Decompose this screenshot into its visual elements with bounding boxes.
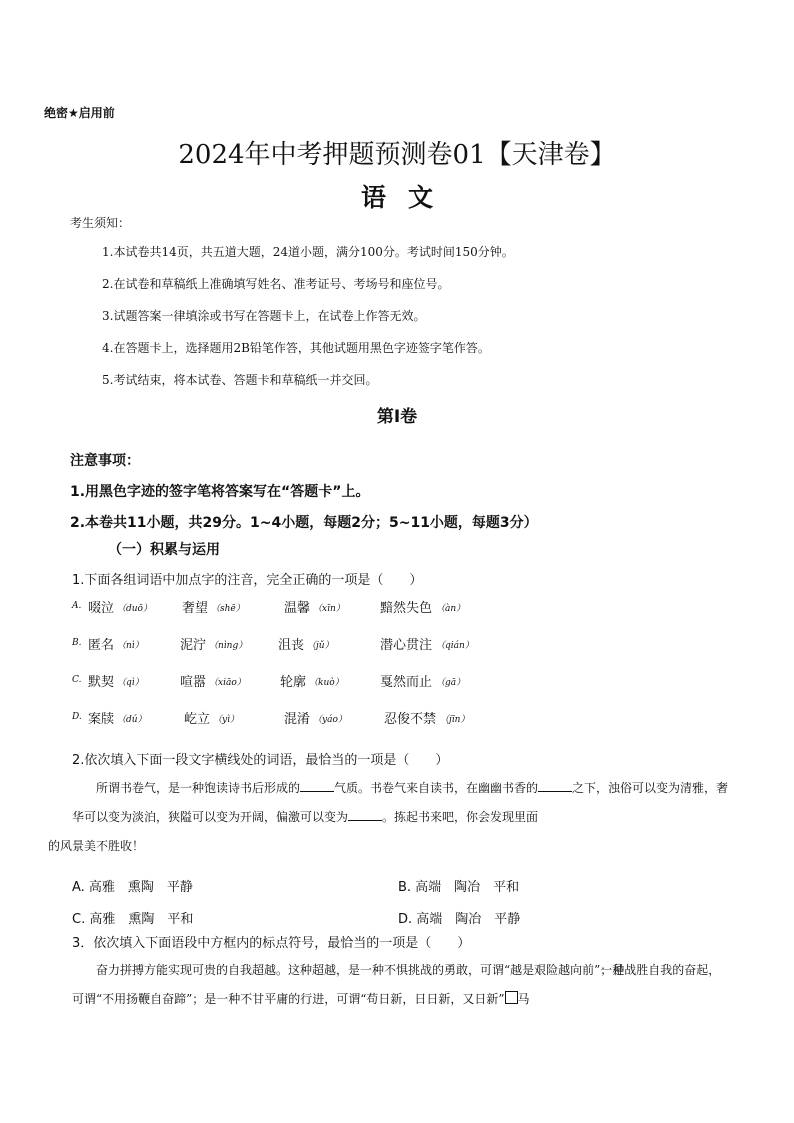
- fill-blank: [538, 790, 572, 792]
- subject-title: 语文: [360, 183, 455, 212]
- passage-text: 奋力拼搏方能实现可贵的自我超越。这种超越，是一种不惧挑战的勇敢，可谓“越是艰险越向前”；是: [96, 963, 625, 977]
- option-label: C.: [72, 675, 82, 685]
- exam-title: 2024年中考押题预测卷01【天津卷】: [178, 140, 616, 170]
- notice-heading: 考生须知：: [70, 216, 131, 230]
- fill-blank: [348, 819, 382, 821]
- section-heading: （一）积累与运用: [108, 542, 220, 558]
- option-pinyin: （jǔ）: [307, 641, 334, 651]
- passage-text: 之下，浊俗: [572, 781, 633, 795]
- punctuation-box: [505, 991, 518, 1004]
- question-2-option-c: C. 高雅 熏陶 平和: [72, 912, 194, 927]
- option-pinyin: （kuò）: [309, 678, 344, 688]
- question-3-stem: 3．依次填入下面语段中方框内的标点符号，最恰当的一项是（ ）: [72, 936, 471, 951]
- attention-item: 1.用黑色字迹的签字笔将答案写在“答题卡”上。: [70, 484, 370, 500]
- option-word: 泥泞: [180, 638, 207, 653]
- option-pinyin: （dú）: [117, 715, 147, 725]
- option-pinyin: （nìng）: [209, 641, 248, 651]
- confidential-mark: 绝密★启用前: [44, 106, 115, 120]
- option-word: 啜泣: [88, 601, 115, 616]
- option-word: 沮丧: [278, 638, 305, 653]
- option-word: 混淆: [284, 712, 311, 727]
- option-pinyin: （shē）: [211, 604, 245, 614]
- option-pinyin: （qián）: [436, 641, 474, 651]
- option-pinyin: （gā）: [436, 678, 466, 688]
- question-2-passage: [48, 774, 732, 861]
- option-pinyin: （qì）: [117, 678, 144, 688]
- fill-blank: [300, 790, 334, 792]
- option-pinyin: （xīn）: [313, 604, 345, 614]
- question-2-option-d: D. 高端 陶冶 平静: [398, 912, 521, 927]
- passage-text: 一种战胜自我的奋起，可谓“不用扬鞭自奋蹄”；是一种不甘平庸的行进，可谓“苟日新，日日新，又日新”: [72, 963, 721, 1006]
- notice-item: 2.在试卷和草稿纸上准确填写姓名、准考证号、考场号和座位号。: [102, 277, 450, 291]
- passage-text: 可以变为清雅，奢华可以变为淡泊，狭隘可以变为开阔，偏激可以变为: [72, 781, 729, 824]
- option-word: 温馨: [284, 601, 311, 616]
- option-word: 忍俊不禁: [384, 712, 437, 727]
- attention-heading: 注意事项：: [70, 453, 140, 469]
- question-3-passage: [72, 956, 732, 1014]
- option-pinyin: （nì）: [117, 641, 144, 651]
- passage-text: 所谓书卷气，是一种饱读诗书后形成的: [96, 781, 301, 795]
- passage-text: 的风景美不胜收！: [48, 839, 145, 853]
- option-word: 默契: [88, 675, 115, 690]
- option-pinyin: （jīn）: [440, 715, 470, 725]
- option-pinyin: （àn）: [436, 604, 466, 614]
- option-word: 戛然而止: [380, 675, 433, 690]
- option-word: 匿名: [88, 638, 115, 653]
- notice-item: 4.在答题卡上，选择题用2B铅笔作答，其他试题用黑色字迹签字笔作答。: [102, 341, 490, 355]
- volume-title: 第Ⅰ卷: [376, 407, 418, 427]
- attention-item: 2.本卷共11小题，共29分。1~4小题，每题2分；5~11小题，每题3分）: [70, 515, 538, 531]
- question-2-option-b: B. 高端 陶冶 平和: [398, 880, 520, 895]
- option-word: 屹立: [184, 712, 211, 727]
- passage-text: 马: [517, 992, 530, 1006]
- option-pinyin: （yì）: [213, 715, 239, 725]
- passage-text: 。拣起书来吧，你会发现里面: [382, 810, 539, 824]
- option-word: 轮廓: [280, 675, 307, 690]
- option-label: B.: [72, 638, 82, 648]
- option-label: A.: [72, 601, 82, 611]
- question-1-stem: 1.下面各组词语中加点字的注音，完全正确的一项是（ ）: [72, 573, 423, 588]
- question-2-option-a: A. 高雅 熏陶 平静: [72, 880, 193, 895]
- question-2-stem: 2.依次填入下面一段文字横线处的词语，最恰当的一项是（ ）: [72, 753, 449, 768]
- notice-item: 5.考试结束，将本试卷、答题卡和草稿纸一并交回。: [102, 373, 378, 387]
- option-label: D.: [72, 712, 82, 722]
- notice-item: 3.试题答案一律填涂或书写在答题卡上，在试卷上作答无效。: [102, 309, 426, 323]
- option-pinyin: （duō）: [117, 604, 152, 614]
- option-word: 案牍: [88, 712, 115, 727]
- option-pinyin: （yáo）: [313, 715, 347, 725]
- option-word: 潜心贯注: [380, 638, 433, 653]
- option-word: 奢望: [182, 601, 209, 616]
- passage-text: 气质。书卷气来自读书，在幽幽书香的: [334, 781, 539, 795]
- option-word: 黯然失色: [380, 601, 433, 616]
- option-pinyin: （xiāo）: [209, 678, 246, 688]
- option-word: 喧嚣: [180, 675, 207, 690]
- notice-item: 1.本试卷共14页，共五道大题，24道小题，满分100分。考试时间150分钟。: [102, 245, 514, 259]
